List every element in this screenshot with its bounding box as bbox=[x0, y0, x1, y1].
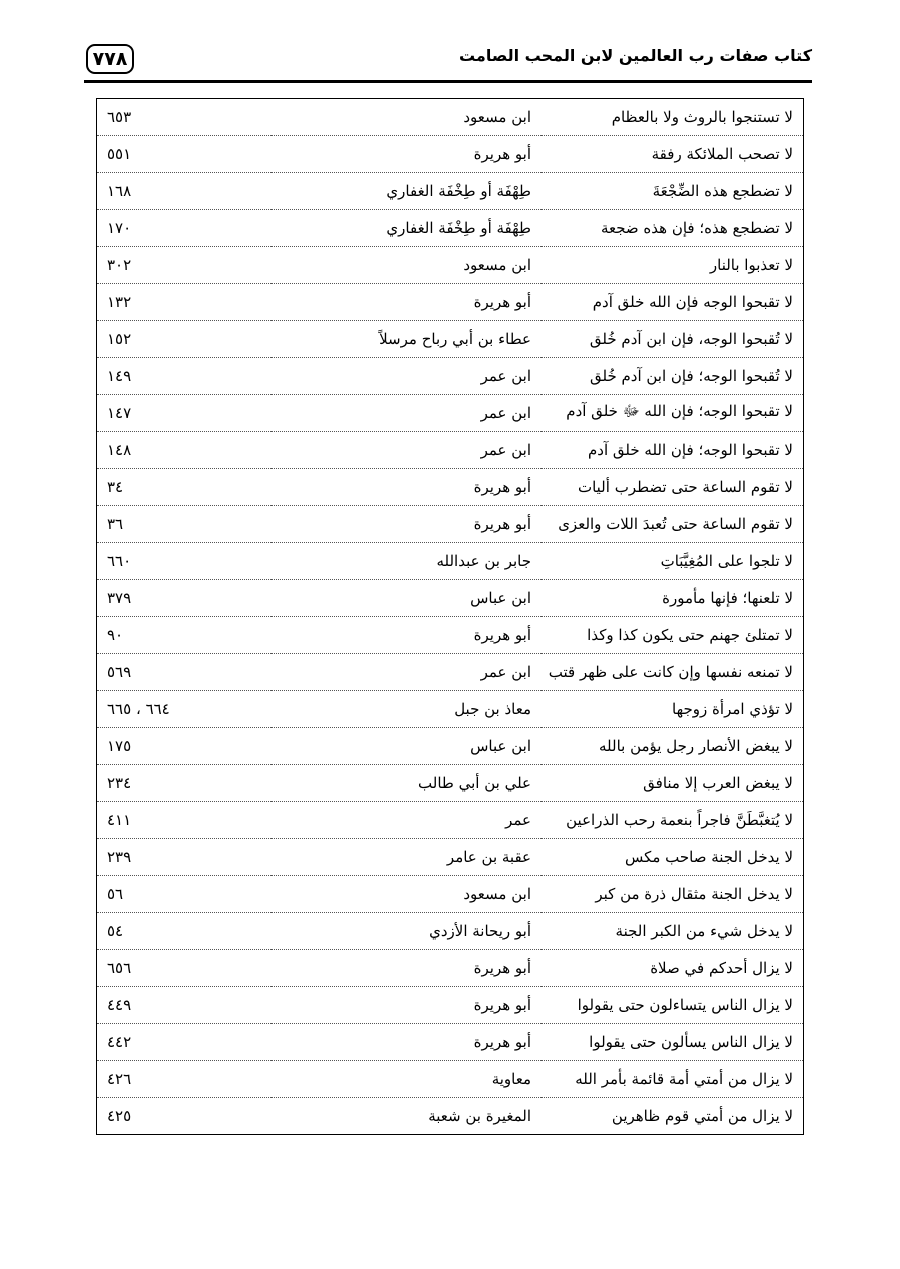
table-row bbox=[97, 136, 804, 173]
page-reference: ٥٦ bbox=[97, 876, 272, 913]
narrator-name: ابن عمر bbox=[271, 395, 541, 432]
hadith-text: لا يدخل الجنة صاحب مكس bbox=[541, 839, 804, 876]
page-reference: ٤١١ bbox=[97, 802, 272, 839]
page-reference: ٥٦٩ bbox=[97, 654, 272, 691]
table-row bbox=[97, 839, 804, 876]
narrator-name: ابن مسعود bbox=[271, 876, 541, 913]
hadith-text: لا تُقبحوا الوجه؛ فإن ابن آدم خُلق bbox=[541, 358, 804, 395]
table-row bbox=[97, 765, 804, 802]
hadith-text: لا يزال الناس يتساءلون حتى يقولوا bbox=[541, 987, 804, 1024]
table-row bbox=[97, 321, 804, 358]
hadith-text: لا تقبحوا الوجه؛ فإن الله ﷻ خلق آدم bbox=[541, 395, 804, 432]
page-reference: ٢٣٤ bbox=[97, 765, 272, 802]
table-row bbox=[97, 99, 804, 136]
table-row bbox=[97, 173, 804, 210]
hadith-text: لا يزال من أمتي أمة قائمة بأمر الله bbox=[541, 1061, 804, 1098]
table-row bbox=[97, 543, 804, 580]
table-body bbox=[97, 99, 804, 1135]
hadith-text: لا تلجوا على المُغِيَّبَاتِ bbox=[541, 543, 804, 580]
narrator-name: أبو هريرة bbox=[271, 950, 541, 987]
page-reference: ١٣٢ bbox=[97, 284, 272, 321]
table-row bbox=[97, 580, 804, 617]
page-reference: ٥٤ bbox=[97, 913, 272, 950]
narrator-name: ابن مسعود bbox=[271, 99, 541, 136]
narrator-name: أبو هريرة bbox=[271, 284, 541, 321]
page-number: ٧٧٨ bbox=[86, 44, 134, 74]
hadith-text: لا يزال من أمتي قوم ظاهرين bbox=[611, 1107, 793, 1125]
hadith-text: لا تمنعه نفسها وإن كانت على ظهر قتب bbox=[541, 654, 804, 691]
page-reference: ١٧٠ bbox=[97, 210, 272, 247]
narrator-name: أبو هريرة bbox=[271, 617, 541, 654]
table-row bbox=[97, 284, 804, 321]
narrator-name: معاوية bbox=[271, 1061, 541, 1098]
hadith-text: لا يزال أحدكم في صلاة bbox=[541, 950, 804, 987]
narrator-name: عقبة بن عامر bbox=[271, 839, 541, 876]
page-reference: ٦٦٠ bbox=[97, 543, 272, 580]
hadith-text: لا تضطجع هذه؛ فإن هذه ضجعة bbox=[541, 210, 804, 247]
page-reference: ١٤٨ bbox=[97, 432, 272, 469]
hadith-text: لا يبغض العرب إلا منافق bbox=[541, 765, 804, 802]
hadith-text: لا تصحب الملائكة رفقة bbox=[541, 136, 804, 173]
table-row bbox=[97, 1098, 804, 1135]
table-row bbox=[97, 395, 804, 432]
page-reference: ٩٠ bbox=[97, 617, 272, 654]
hadith-text: لا يدخل شيء من الكبر الجنة bbox=[541, 913, 804, 950]
page-reference: ٣٠٢ bbox=[97, 247, 272, 284]
page-reference: ١٧٥ bbox=[97, 728, 272, 765]
table-row bbox=[97, 210, 804, 247]
hadith-text: لا تستنجوا بالروث ولا بالعظام bbox=[541, 99, 804, 136]
narrator-name: ابن عباس bbox=[271, 728, 541, 765]
narrator-name: علي بن أبي طالب bbox=[271, 765, 541, 802]
table-row bbox=[97, 728, 804, 765]
page-reference: ٤٢٦ bbox=[97, 1061, 272, 1098]
narrator-name: أبو ريحانة الأزدي bbox=[271, 913, 541, 950]
narrator-name: المغيرة بن شعبة bbox=[428, 1107, 531, 1125]
table-row bbox=[97, 987, 804, 1024]
page-reference: ٤٤٢ bbox=[97, 1024, 272, 1061]
book-title: كتاب صفات رب العالمين لابن المحب الصامت bbox=[458, 46, 812, 65]
narrator-name: ابن مسعود bbox=[271, 247, 541, 284]
table-row bbox=[97, 358, 804, 395]
page-reference: ٣٦ bbox=[97, 506, 272, 543]
hadith-text: لا تعذبوا بالنار bbox=[541, 247, 804, 284]
hadith-text: لا تؤذي امرأة زوجها bbox=[541, 691, 804, 728]
hadith-text: لا تضطجع هذه الضِّجْعَةَ bbox=[541, 173, 804, 210]
header-rule bbox=[84, 80, 812, 83]
narrator-name: ابن عمر bbox=[271, 654, 541, 691]
page-reference: ٦٥٣ bbox=[97, 99, 272, 136]
table-row bbox=[97, 691, 804, 728]
narrator-name: طِهْفَة أو طِخْفَة الغفاري bbox=[271, 173, 541, 210]
table-row bbox=[97, 469, 804, 506]
table-row bbox=[97, 506, 804, 543]
table-row bbox=[97, 654, 804, 691]
narrator-name: أبو هريرة bbox=[271, 469, 541, 506]
table-row bbox=[97, 913, 804, 950]
page-reference: ١٤٧ bbox=[97, 395, 272, 432]
page-reference: ١٦٨ bbox=[97, 173, 272, 210]
page-reference: ١٥٢ bbox=[97, 321, 272, 358]
hadith-text: لا تلعنها؛ فإنها مأمورة bbox=[541, 580, 804, 617]
page-reference: ٦٥٦ bbox=[97, 950, 272, 987]
hadith-text: لا يدخل الجنة مثقال ذرة من كبر bbox=[541, 876, 804, 913]
table-row bbox=[97, 617, 804, 654]
narrator-name: معاذ بن جبل bbox=[271, 691, 541, 728]
narrator-name: أبو هريرة bbox=[271, 1024, 541, 1061]
page-reference: ٤٢٥ bbox=[107, 1107, 132, 1125]
table-row bbox=[97, 802, 804, 839]
table-row bbox=[97, 1061, 804, 1098]
page-reference: ٢٣٩ bbox=[97, 839, 272, 876]
table-row bbox=[97, 432, 804, 469]
narrator-name: ابن عمر bbox=[271, 432, 541, 469]
page-reference: ٦٦٤ ، ٦٦٥ bbox=[97, 691, 272, 728]
narrator-name: ابن عمر bbox=[271, 358, 541, 395]
table-row bbox=[97, 247, 804, 284]
page-reference: ٤٤٩ bbox=[97, 987, 272, 1024]
hadith-text: لا تقوم الساعة حتى تضطرب أليات bbox=[541, 469, 804, 506]
hadith-index-table bbox=[96, 98, 804, 1135]
narrator-name: طِهْفَة أو طِخْفَة الغفاري bbox=[271, 210, 541, 247]
narrator-name: أبو هريرة bbox=[271, 987, 541, 1024]
page-reference: ١٤٩ bbox=[97, 358, 272, 395]
hadith-text: لا يزال الناس يسألون حتى يقولوا bbox=[541, 1024, 804, 1061]
page-reference: ٣٧٩ bbox=[97, 580, 272, 617]
page-header bbox=[84, 40, 812, 84]
table-row bbox=[97, 950, 804, 987]
narrator-name: أبو هريرة bbox=[271, 506, 541, 543]
hadith-text: لا تمتلئ جهنم حتى يكون كذا وكذا bbox=[541, 617, 804, 654]
hadith-text: لا يُتغبَّطَنَّ فاجراً بنعمة رحب الذراعين bbox=[541, 802, 804, 839]
hadith-text: لا تقبحوا الوجه؛ فإن الله خلق آدم bbox=[541, 432, 804, 469]
hadith-text: لا تُقبحوا الوجه، فإن ابن آدم خُلق bbox=[541, 321, 804, 358]
hadith-text: لا تقوم الساعة حتى تُعبدَ اللات والعزى bbox=[541, 506, 804, 543]
narrator-name: جابر بن عبدالله bbox=[271, 543, 541, 580]
table-row bbox=[97, 876, 804, 913]
narrator-name: عمر bbox=[271, 802, 541, 839]
narrator-name: أبو هريرة bbox=[271, 136, 541, 173]
page-reference: ٥٥١ bbox=[97, 136, 272, 173]
hadith-text: لا يبغض الأنصار رجل يؤمن بالله bbox=[541, 728, 804, 765]
narrator-name: عطاء بن أبي رباح مرسلاً bbox=[271, 321, 541, 358]
narrator-name: ابن عباس bbox=[271, 580, 541, 617]
page-reference: ٣٤ bbox=[97, 469, 272, 506]
table-row bbox=[97, 1024, 804, 1061]
hadith-text: لا تقبحوا الوجه فإن الله خلق آدم bbox=[541, 284, 804, 321]
